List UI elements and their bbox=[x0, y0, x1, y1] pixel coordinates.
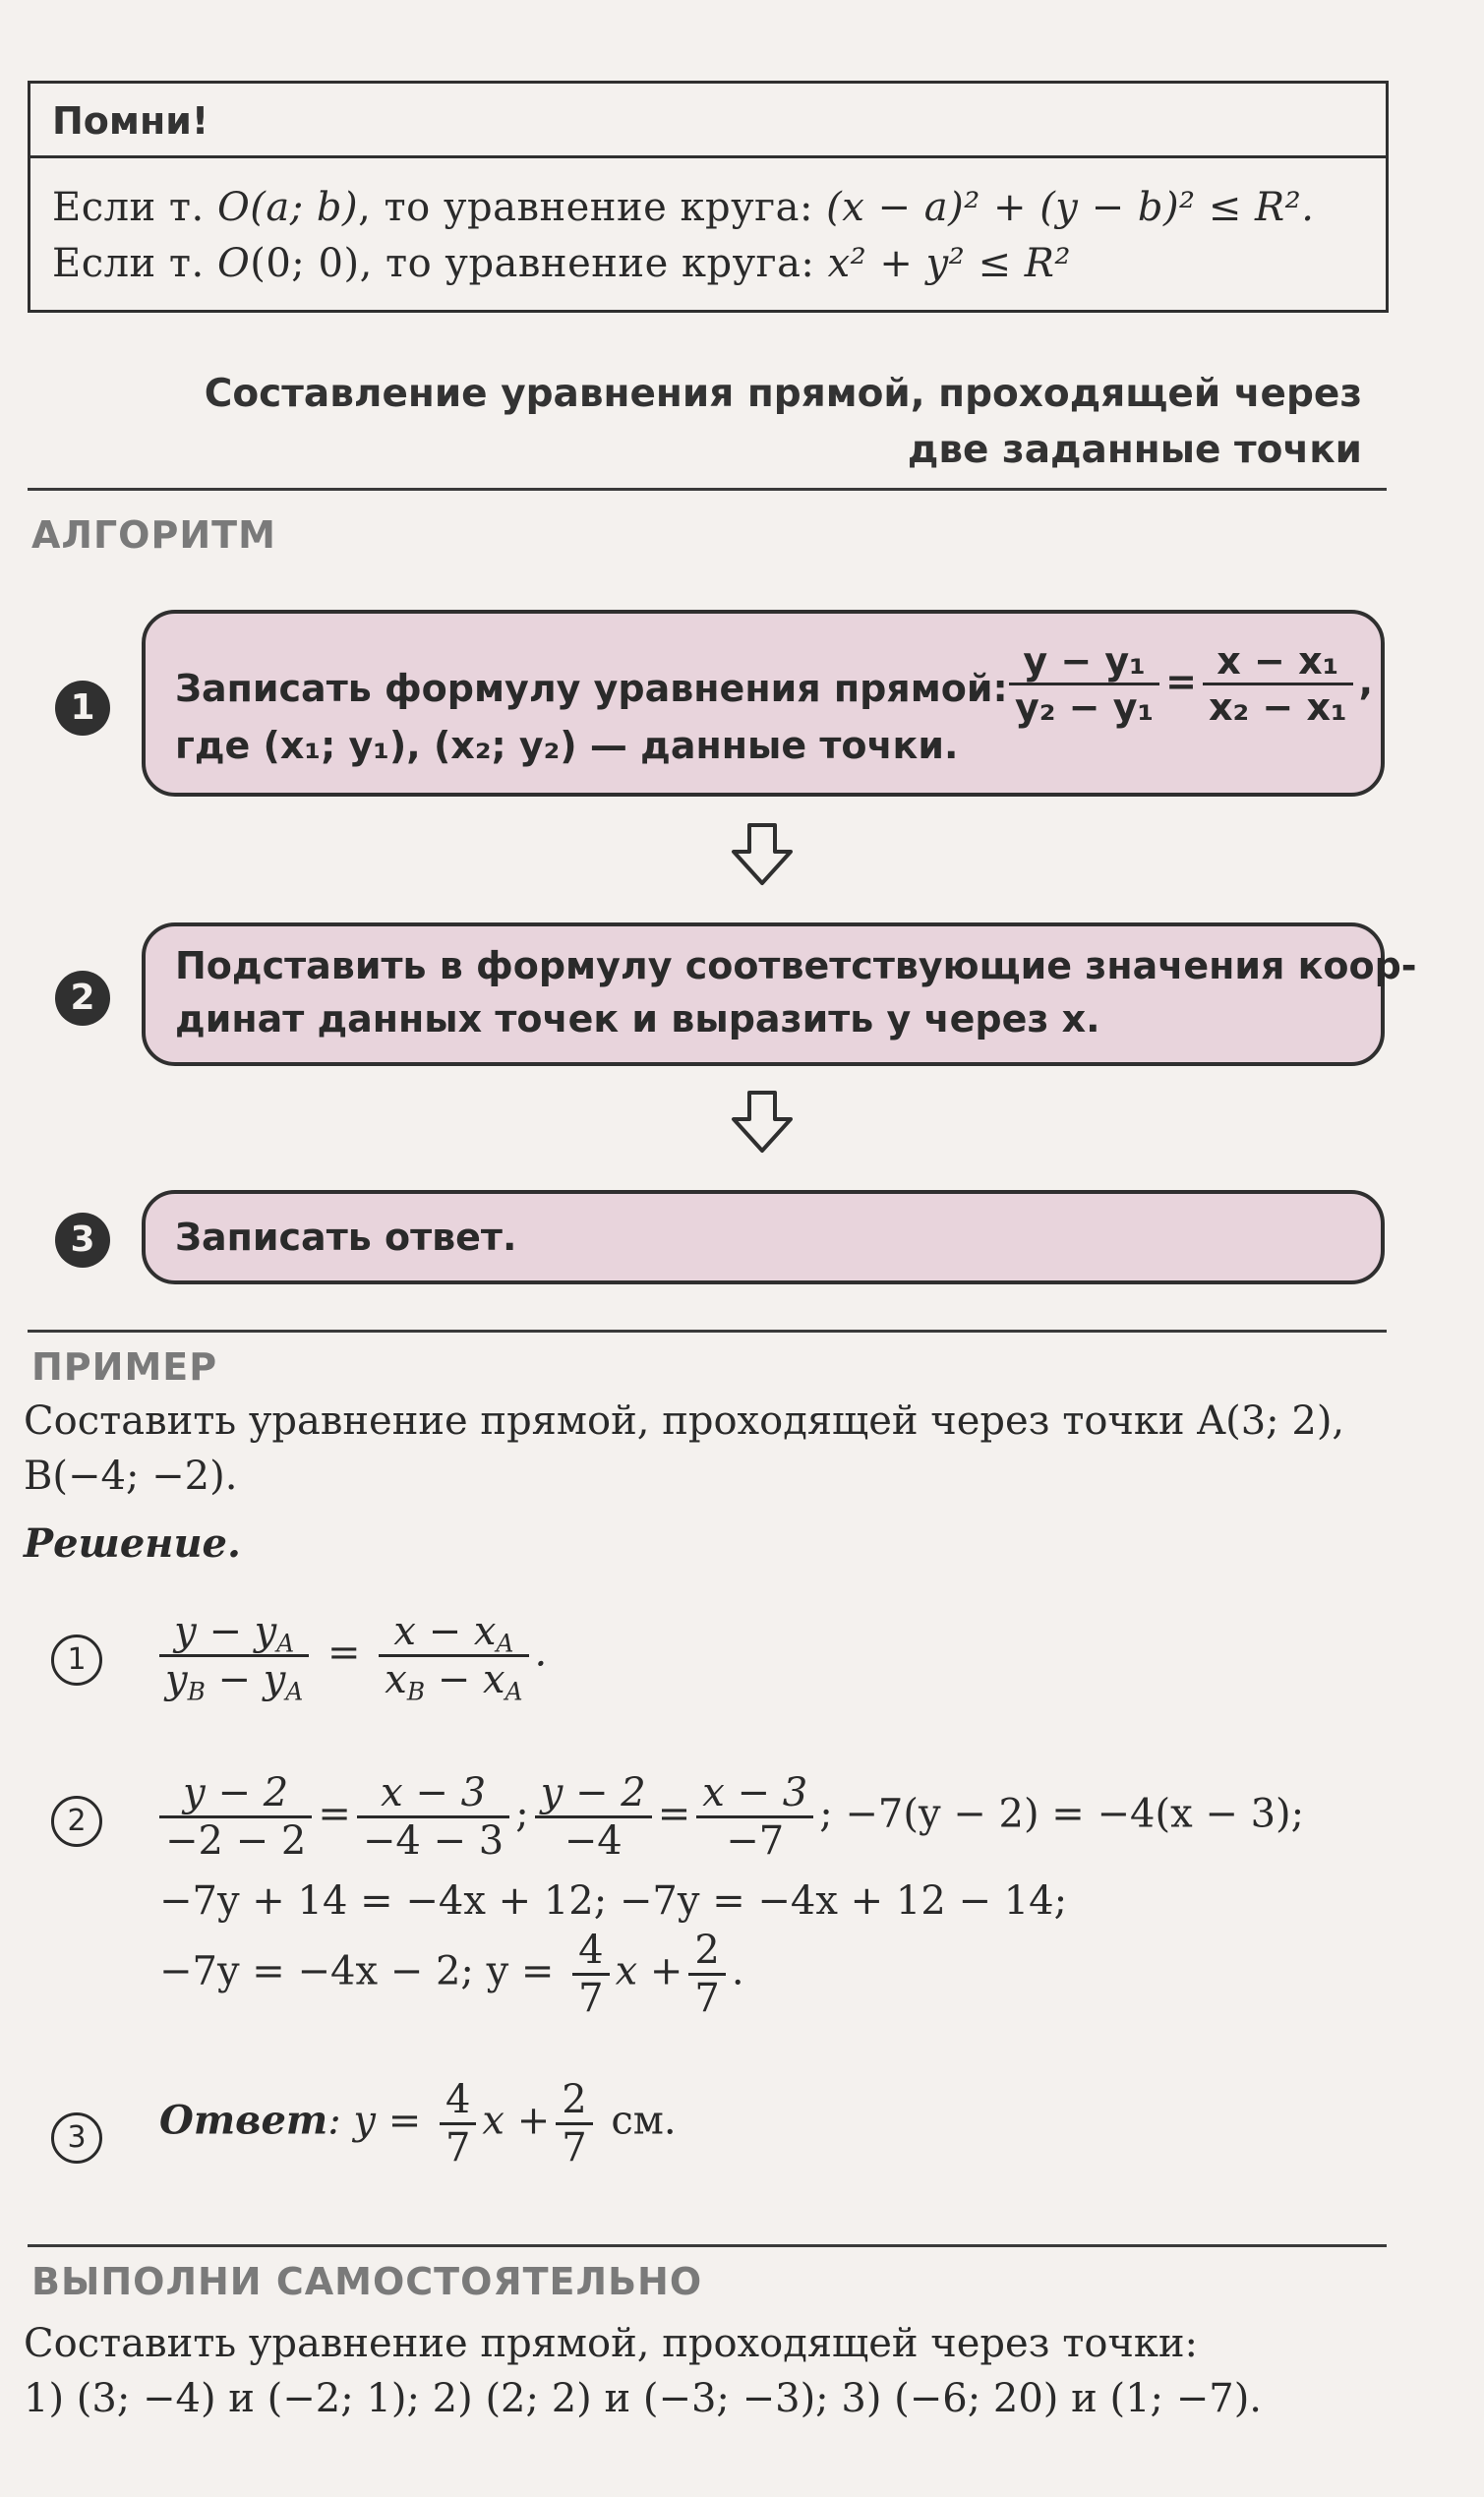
arrow-down-icon bbox=[730, 822, 795, 887]
self-work-label: ВЫПОЛНИ САМОСТОЯТЕЛЬНО bbox=[31, 2260, 703, 2303]
algorithm-step-2 bbox=[142, 922, 1417, 1066]
step-2-text-line2: динат данных точек и выразить y через x. bbox=[175, 997, 1100, 1040]
solution-step-3-answer: Ответ: y = $\frac{4}{7}$ x + $\frac{2}{7}$ см. bbox=[159, 2077, 677, 2170]
remember-line-1: Если т. O(a; b), то уравнение круга: (x − a)² + (y − b)² ≤ R². bbox=[52, 185, 1315, 230]
solution-step-1-formula: $\frac{y - y_A}{y_B - y_A}$ = $\frac{x - x_A}{x_B - x_A}$ . bbox=[159, 1609, 547, 1702]
step-number-2: 2 bbox=[55, 971, 110, 1026]
step-2-text-line1: Подставить в формулу соответствующие значения коор- bbox=[175, 944, 1417, 987]
remember-title: Помни! bbox=[30, 84, 1386, 158]
example-label: ПРИМЕР bbox=[31, 1345, 218, 1389]
solution-step-number-1: 1 bbox=[51, 1635, 102, 1686]
remember-box bbox=[28, 81, 1389, 313]
self-work-line2: 1) (3; −4) и (−2; 1); 2) (2; 2) и (−3; −3); 3) (−6; 20) и (1; −7). bbox=[24, 2376, 1263, 2421]
step-1-text-line2: где (x₁; y₁), (x₂; y₂) — данные точки. bbox=[175, 724, 959, 767]
step-3-text: Записать ответ. bbox=[175, 1216, 517, 1259]
algorithm-step-3 bbox=[142, 1190, 1385, 1284]
example-problem-line1: Составить уравнение прямой, проходящей через точки A(3; 2), bbox=[24, 1398, 1345, 1444]
divider bbox=[28, 488, 1387, 491]
remember-line-2: Если т. O(0; 0), то уравнение круга: x² + y² ≤ R² bbox=[52, 241, 1071, 286]
step-1-text-line1: Записать формулу уравнения прямой: bbox=[175, 667, 1008, 710]
step-number-1: 1 bbox=[55, 681, 110, 736]
solution-step-2-line3: −7y = −4x − 2; y = $\frac{4}{7}$ x + $\frac{2}{7}$ . bbox=[159, 1928, 744, 2021]
solution-step-2-line1: $\frac{y - 2}{-2 - 2}$ = $\frac{x - 3}{-4 - 3}$ ; $\frac{y - 2}{-4}$ = $\frac{x - 3}{-7}$ ; −7(y − 2) = −4(x − 3); bbox=[159, 1770, 1304, 1864]
solution-step-number-2: 2 bbox=[51, 1796, 102, 1847]
algorithm-label: АЛГОРИТМ bbox=[31, 513, 276, 557]
example-problem-line2: B(−4; −2). bbox=[24, 1454, 238, 1499]
step-number-3: 3 bbox=[55, 1213, 110, 1268]
solution-label: Решение. bbox=[24, 1520, 241, 1567]
self-work-line1: Составить уравнение прямой, проходящей через точки: bbox=[24, 2321, 1199, 2366]
arrow-down-icon bbox=[730, 1090, 795, 1155]
divider bbox=[28, 2244, 1387, 2247]
step-1-formula: $\frac{\text{y − y₁}}{\text{y₂ − y₁}}$ = $\frac{\text{x − x₁}}{\text{x₂ − x₁}}$ , bbox=[1003, 639, 1373, 729]
solution-step-number-3: 3 bbox=[51, 2112, 102, 2164]
algorithm-step-1 bbox=[142, 610, 1385, 797]
divider bbox=[28, 1330, 1387, 1333]
solution-step-2-line2: −7y + 14 = −4x + 12; −7y = −4x + 12 − 14; bbox=[159, 1878, 1068, 1924]
section-title: Составление уравнения прямой, проходящей через две заданные точки bbox=[204, 372, 1362, 472]
